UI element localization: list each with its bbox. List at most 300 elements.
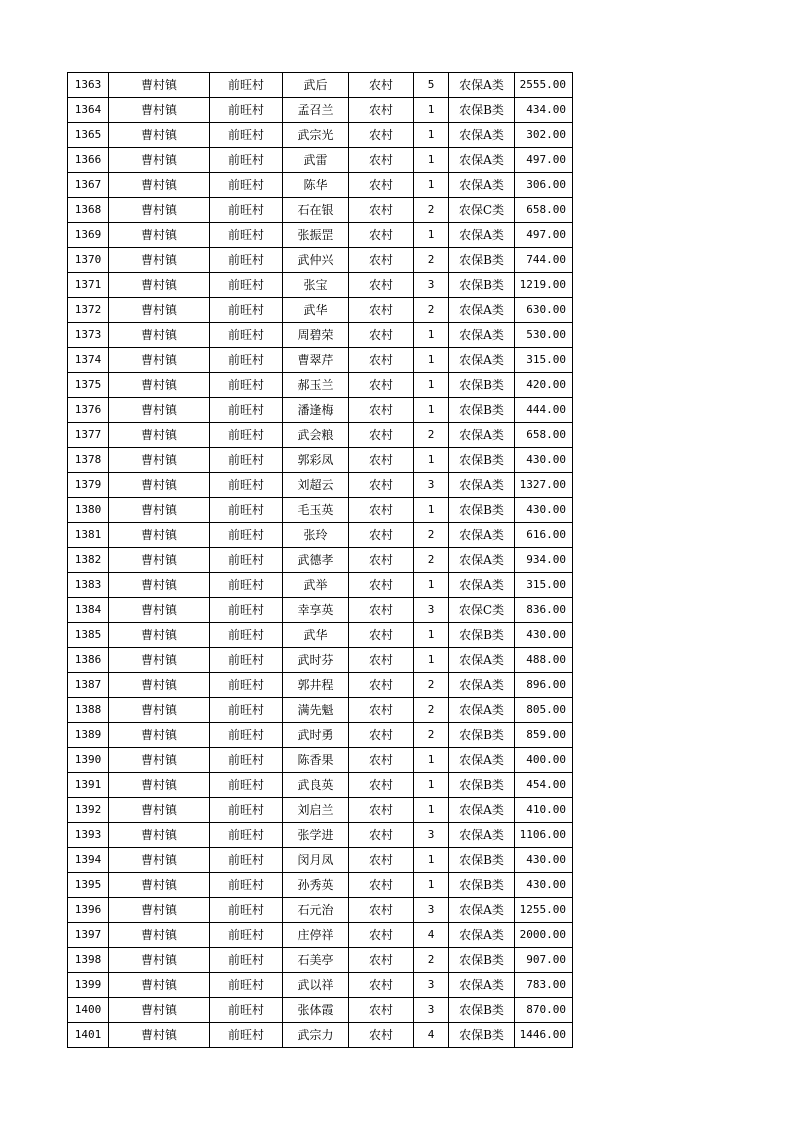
- amount-cell: 410.00: [515, 798, 573, 823]
- name-cell: 石美亭: [283, 948, 349, 973]
- table-row: [68, 973, 573, 998]
- village-cell: 前旺村: [210, 173, 283, 198]
- village-cell: 前旺村: [210, 948, 283, 973]
- table-row: [68, 98, 573, 123]
- town-cell: 曹村镇: [109, 448, 210, 473]
- category-cell: 农保A类: [449, 648, 515, 673]
- amount-cell: 907.00: [515, 948, 573, 973]
- type-cell: 农村: [349, 398, 414, 423]
- category-cell: 农保B类: [449, 498, 515, 523]
- category-cell: 农保A类: [449, 973, 515, 998]
- type-cell: 农村: [349, 873, 414, 898]
- name-cell: 郝玉兰: [283, 373, 349, 398]
- row-id-cell: 1398: [68, 948, 109, 973]
- town-cell: 曹村镇: [109, 498, 210, 523]
- town-cell: 曹村镇: [109, 348, 210, 373]
- town-cell: 曹村镇: [109, 223, 210, 248]
- row-id-cell: 1363: [68, 73, 109, 98]
- row-id-cell: 1373: [68, 323, 109, 348]
- table-row: [68, 673, 573, 698]
- type-cell: 农村: [349, 1023, 414, 1048]
- type-cell: 农村: [349, 73, 414, 98]
- row-id-cell: 1394: [68, 848, 109, 873]
- type-cell: 农村: [349, 573, 414, 598]
- village-cell: 前旺村: [210, 748, 283, 773]
- row-id-cell: 1392: [68, 798, 109, 823]
- town-cell: 曹村镇: [109, 398, 210, 423]
- type-cell: 农村: [349, 948, 414, 973]
- table-row: [68, 923, 573, 948]
- row-id-cell: 1368: [68, 198, 109, 223]
- type-cell: 农村: [349, 823, 414, 848]
- row-id-cell: 1380: [68, 498, 109, 523]
- category-cell: 农保A类: [449, 173, 515, 198]
- table-row: [68, 348, 573, 373]
- name-cell: 武华: [283, 623, 349, 648]
- table-row: [68, 398, 573, 423]
- category-cell: 农保A类: [449, 698, 515, 723]
- count-cell: 2: [414, 248, 449, 273]
- row-id-cell: 1378: [68, 448, 109, 473]
- name-cell: 郭井程: [283, 673, 349, 698]
- village-cell: 前旺村: [210, 648, 283, 673]
- name-cell: 刘超云: [283, 473, 349, 498]
- type-cell: 农村: [349, 673, 414, 698]
- name-cell: 毛玉英: [283, 498, 349, 523]
- town-cell: 曹村镇: [109, 973, 210, 998]
- table-row: [68, 148, 573, 173]
- town-cell: 曹村镇: [109, 473, 210, 498]
- table-row: [68, 748, 573, 773]
- amount-cell: 315.00: [515, 348, 573, 373]
- name-cell: 武以祥: [283, 973, 349, 998]
- type-cell: 农村: [349, 723, 414, 748]
- table-row: [68, 548, 573, 573]
- village-cell: 前旺村: [210, 598, 283, 623]
- village-cell: 前旺村: [210, 823, 283, 848]
- village-cell: 前旺村: [210, 373, 283, 398]
- village-cell: 前旺村: [210, 148, 283, 173]
- town-cell: 曹村镇: [109, 798, 210, 823]
- row-id-cell: 1396: [68, 898, 109, 923]
- village-cell: 前旺村: [210, 623, 283, 648]
- village-cell: 前旺村: [210, 898, 283, 923]
- row-id-cell: 1381: [68, 523, 109, 548]
- name-cell: 张振罡: [283, 223, 349, 248]
- amount-cell: 497.00: [515, 223, 573, 248]
- category-cell: 农保B类: [449, 998, 515, 1023]
- name-cell: 陈香果: [283, 748, 349, 773]
- amount-cell: 1255.00: [515, 898, 573, 923]
- amount-cell: 934.00: [515, 548, 573, 573]
- name-cell: 武举: [283, 573, 349, 598]
- type-cell: 农村: [349, 473, 414, 498]
- village-cell: 前旺村: [210, 1023, 283, 1048]
- table-row: [68, 823, 573, 848]
- amount-cell: 2000.00: [515, 923, 573, 948]
- town-cell: 曹村镇: [109, 623, 210, 648]
- town-cell: 曹村镇: [109, 148, 210, 173]
- amount-cell: 658.00: [515, 198, 573, 223]
- category-cell: 农保A类: [449, 473, 515, 498]
- type-cell: 农村: [349, 123, 414, 148]
- name-cell: 张体霞: [283, 998, 349, 1023]
- type-cell: 农村: [349, 223, 414, 248]
- row-id-cell: 1379: [68, 473, 109, 498]
- village-cell: 前旺村: [210, 998, 283, 1023]
- row-id-cell: 1399: [68, 973, 109, 998]
- row-id-cell: 1367: [68, 173, 109, 198]
- count-cell: 1: [414, 573, 449, 598]
- count-cell: 3: [414, 273, 449, 298]
- amount-cell: 454.00: [515, 773, 573, 798]
- row-id-cell: 1377: [68, 423, 109, 448]
- table-row: [68, 948, 573, 973]
- town-cell: 曹村镇: [109, 423, 210, 448]
- type-cell: 农村: [349, 648, 414, 673]
- name-cell: 孙秀英: [283, 873, 349, 898]
- count-cell: 3: [414, 823, 449, 848]
- amount-cell: 430.00: [515, 873, 573, 898]
- town-cell: 曹村镇: [109, 173, 210, 198]
- type-cell: 农村: [349, 523, 414, 548]
- type-cell: 农村: [349, 923, 414, 948]
- name-cell: 武宗光: [283, 123, 349, 148]
- town-cell: 曹村镇: [109, 98, 210, 123]
- table-row: [68, 423, 573, 448]
- town-cell: 曹村镇: [109, 598, 210, 623]
- row-id-cell: 1364: [68, 98, 109, 123]
- village-cell: 前旺村: [210, 323, 283, 348]
- count-cell: 2: [414, 298, 449, 323]
- amount-cell: 896.00: [515, 673, 573, 698]
- row-id-cell: 1386: [68, 648, 109, 673]
- amount-cell: 1219.00: [515, 273, 573, 298]
- data-table: [67, 72, 573, 1048]
- amount-cell: 315.00: [515, 573, 573, 598]
- category-cell: 农保B类: [449, 398, 515, 423]
- name-cell: 陈华: [283, 173, 349, 198]
- amount-cell: 400.00: [515, 748, 573, 773]
- count-cell: 1: [414, 498, 449, 523]
- type-cell: 农村: [349, 773, 414, 798]
- amount-cell: 630.00: [515, 298, 573, 323]
- name-cell: 幸享英: [283, 598, 349, 623]
- town-cell: 曹村镇: [109, 748, 210, 773]
- count-cell: 2: [414, 698, 449, 723]
- row-id-cell: 1383: [68, 573, 109, 598]
- village-cell: 前旺村: [210, 73, 283, 98]
- count-cell: 1: [414, 748, 449, 773]
- count-cell: 2: [414, 948, 449, 973]
- amount-cell: 302.00: [515, 123, 573, 148]
- table-row: [68, 798, 573, 823]
- category-cell: 农保A类: [449, 223, 515, 248]
- category-cell: 农保A类: [449, 923, 515, 948]
- category-cell: 农保A类: [449, 123, 515, 148]
- count-cell: 1: [414, 173, 449, 198]
- name-cell: 郭彩凤: [283, 448, 349, 473]
- name-cell: 满先魁: [283, 698, 349, 723]
- amount-cell: 444.00: [515, 398, 573, 423]
- row-id-cell: 1371: [68, 273, 109, 298]
- type-cell: 农村: [349, 298, 414, 323]
- table-row: [68, 198, 573, 223]
- village-cell: 前旺村: [210, 248, 283, 273]
- type-cell: 农村: [349, 323, 414, 348]
- amount-cell: 836.00: [515, 598, 573, 623]
- amount-cell: 306.00: [515, 173, 573, 198]
- category-cell: 农保A类: [449, 423, 515, 448]
- town-cell: 曹村镇: [109, 698, 210, 723]
- count-cell: 3: [414, 598, 449, 623]
- count-cell: 2: [414, 548, 449, 573]
- town-cell: 曹村镇: [109, 323, 210, 348]
- category-cell: 农保B类: [449, 98, 515, 123]
- village-cell: 前旺村: [210, 573, 283, 598]
- type-cell: 农村: [349, 248, 414, 273]
- type-cell: 农村: [349, 423, 414, 448]
- village-cell: 前旺村: [210, 673, 283, 698]
- village-cell: 前旺村: [210, 498, 283, 523]
- table-row: [68, 523, 573, 548]
- village-cell: 前旺村: [210, 523, 283, 548]
- type-cell: 农村: [349, 798, 414, 823]
- count-cell: 1: [414, 98, 449, 123]
- count-cell: 4: [414, 1023, 449, 1048]
- amount-cell: 616.00: [515, 523, 573, 548]
- count-cell: 1: [414, 148, 449, 173]
- category-cell: 农保B类: [449, 373, 515, 398]
- name-cell: 潘逢梅: [283, 398, 349, 423]
- table-row: [68, 248, 573, 273]
- town-cell: 曹村镇: [109, 998, 210, 1023]
- row-id-cell: 1376: [68, 398, 109, 423]
- village-cell: 前旺村: [210, 423, 283, 448]
- name-cell: 武华: [283, 298, 349, 323]
- row-id-cell: 1397: [68, 923, 109, 948]
- category-cell: 农保B类: [449, 448, 515, 473]
- type-cell: 农村: [349, 548, 414, 573]
- town-cell: 曹村镇: [109, 198, 210, 223]
- category-cell: 农保B类: [449, 273, 515, 298]
- category-cell: 农保A类: [449, 348, 515, 373]
- town-cell: 曹村镇: [109, 848, 210, 873]
- category-cell: 农保A类: [449, 748, 515, 773]
- village-cell: 前旺村: [210, 123, 283, 148]
- town-cell: 曹村镇: [109, 723, 210, 748]
- town-cell: 曹村镇: [109, 373, 210, 398]
- village-cell: 前旺村: [210, 348, 283, 373]
- village-cell: 前旺村: [210, 398, 283, 423]
- amount-cell: 497.00: [515, 148, 573, 173]
- category-cell: 农保A类: [449, 148, 515, 173]
- amount-cell: 870.00: [515, 998, 573, 1023]
- town-cell: 曹村镇: [109, 573, 210, 598]
- type-cell: 农村: [349, 698, 414, 723]
- row-id-cell: 1389: [68, 723, 109, 748]
- count-cell: 1: [414, 223, 449, 248]
- row-id-cell: 1382: [68, 548, 109, 573]
- row-id-cell: 1387: [68, 673, 109, 698]
- row-id-cell: 1390: [68, 748, 109, 773]
- amount-cell: 859.00: [515, 723, 573, 748]
- town-cell: 曹村镇: [109, 298, 210, 323]
- amount-cell: 783.00: [515, 973, 573, 998]
- category-cell: 农保A类: [449, 823, 515, 848]
- amount-cell: 430.00: [515, 498, 573, 523]
- count-cell: 3: [414, 898, 449, 923]
- name-cell: 庄停祥: [283, 923, 349, 948]
- name-cell: 武时勇: [283, 723, 349, 748]
- type-cell: 农村: [349, 598, 414, 623]
- count-cell: 3: [414, 973, 449, 998]
- category-cell: 农保B类: [449, 848, 515, 873]
- count-cell: 1: [414, 873, 449, 898]
- count-cell: 5: [414, 73, 449, 98]
- row-id-cell: 1393: [68, 823, 109, 848]
- type-cell: 农村: [349, 898, 414, 923]
- town-cell: 曹村镇: [109, 1023, 210, 1048]
- amount-cell: 430.00: [515, 448, 573, 473]
- name-cell: 武德孝: [283, 548, 349, 573]
- village-cell: 前旺村: [210, 798, 283, 823]
- category-cell: 农保B类: [449, 873, 515, 898]
- amount-cell: 488.00: [515, 648, 573, 673]
- category-cell: 农保A类: [449, 798, 515, 823]
- count-cell: 1: [414, 623, 449, 648]
- row-id-cell: 1400: [68, 998, 109, 1023]
- amount-cell: 530.00: [515, 323, 573, 348]
- table-row: [68, 723, 573, 748]
- amount-cell: 1327.00: [515, 473, 573, 498]
- count-cell: 3: [414, 998, 449, 1023]
- table-row: [68, 873, 573, 898]
- count-cell: 1: [414, 848, 449, 873]
- count-cell: 2: [414, 673, 449, 698]
- type-cell: 农村: [349, 273, 414, 298]
- name-cell: 武宗力: [283, 1023, 349, 1048]
- category-cell: 农保B类: [449, 773, 515, 798]
- count-cell: 1: [414, 798, 449, 823]
- table-row: [68, 473, 573, 498]
- table-row: [68, 598, 573, 623]
- count-cell: 1: [414, 323, 449, 348]
- row-id-cell: 1384: [68, 598, 109, 623]
- count-cell: 3: [414, 473, 449, 498]
- type-cell: 农村: [349, 198, 414, 223]
- type-cell: 农村: [349, 623, 414, 648]
- name-cell: 刘启兰: [283, 798, 349, 823]
- table-row: [68, 498, 573, 523]
- row-id-cell: 1366: [68, 148, 109, 173]
- count-cell: 1: [414, 773, 449, 798]
- row-id-cell: 1388: [68, 698, 109, 723]
- table-row: [68, 773, 573, 798]
- village-cell: 前旺村: [210, 223, 283, 248]
- row-id-cell: 1375: [68, 373, 109, 398]
- row-id-cell: 1372: [68, 298, 109, 323]
- table-row: [68, 323, 573, 348]
- name-cell: 武后: [283, 73, 349, 98]
- row-id-cell: 1401: [68, 1023, 109, 1048]
- category-cell: 农保A类: [449, 898, 515, 923]
- category-cell: 农保A类: [449, 523, 515, 548]
- town-cell: 曹村镇: [109, 923, 210, 948]
- town-cell: 曹村镇: [109, 548, 210, 573]
- village-cell: 前旺村: [210, 448, 283, 473]
- village-cell: 前旺村: [210, 698, 283, 723]
- name-cell: 闵月凤: [283, 848, 349, 873]
- town-cell: 曹村镇: [109, 898, 210, 923]
- amount-cell: 1106.00: [515, 823, 573, 848]
- type-cell: 农村: [349, 348, 414, 373]
- table-row: [68, 698, 573, 723]
- amount-cell: 430.00: [515, 848, 573, 873]
- table-body: [68, 73, 573, 1048]
- amount-cell: 658.00: [515, 423, 573, 448]
- count-cell: 4: [414, 923, 449, 948]
- count-cell: 2: [414, 523, 449, 548]
- count-cell: 1: [414, 398, 449, 423]
- village-cell: 前旺村: [210, 473, 283, 498]
- category-cell: 农保A类: [449, 323, 515, 348]
- category-cell: 农保C类: [449, 598, 515, 623]
- table-row: [68, 623, 573, 648]
- count-cell: 2: [414, 723, 449, 748]
- count-cell: 1: [414, 448, 449, 473]
- category-cell: 农保B类: [449, 1023, 515, 1048]
- name-cell: 张玲: [283, 523, 349, 548]
- row-id-cell: 1385: [68, 623, 109, 648]
- table-row: [68, 298, 573, 323]
- village-cell: 前旺村: [210, 848, 283, 873]
- name-cell: 周碧荣: [283, 323, 349, 348]
- village-cell: 前旺村: [210, 773, 283, 798]
- type-cell: 农村: [349, 373, 414, 398]
- type-cell: 农村: [349, 98, 414, 123]
- name-cell: 武仲兴: [283, 248, 349, 273]
- category-cell: 农保B类: [449, 948, 515, 973]
- category-cell: 农保A类: [449, 673, 515, 698]
- village-cell: 前旺村: [210, 298, 283, 323]
- table-row: [68, 173, 573, 198]
- town-cell: 曹村镇: [109, 523, 210, 548]
- table-row: [68, 223, 573, 248]
- village-cell: 前旺村: [210, 723, 283, 748]
- category-cell: 农保A类: [449, 573, 515, 598]
- row-id-cell: 1391: [68, 773, 109, 798]
- table-row: [68, 848, 573, 873]
- count-cell: 1: [414, 123, 449, 148]
- type-cell: 农村: [349, 748, 414, 773]
- table-row: [68, 73, 573, 98]
- row-id-cell: 1395: [68, 873, 109, 898]
- town-cell: 曹村镇: [109, 673, 210, 698]
- table-row: [68, 573, 573, 598]
- town-cell: 曹村镇: [109, 123, 210, 148]
- count-cell: 1: [414, 348, 449, 373]
- count-cell: 2: [414, 423, 449, 448]
- type-cell: 农村: [349, 148, 414, 173]
- table-row: [68, 373, 573, 398]
- category-cell: 农保A类: [449, 73, 515, 98]
- category-cell: 农保B类: [449, 248, 515, 273]
- category-cell: 农保A类: [449, 298, 515, 323]
- category-cell: 农保B类: [449, 723, 515, 748]
- village-cell: 前旺村: [210, 273, 283, 298]
- table-row: [68, 123, 573, 148]
